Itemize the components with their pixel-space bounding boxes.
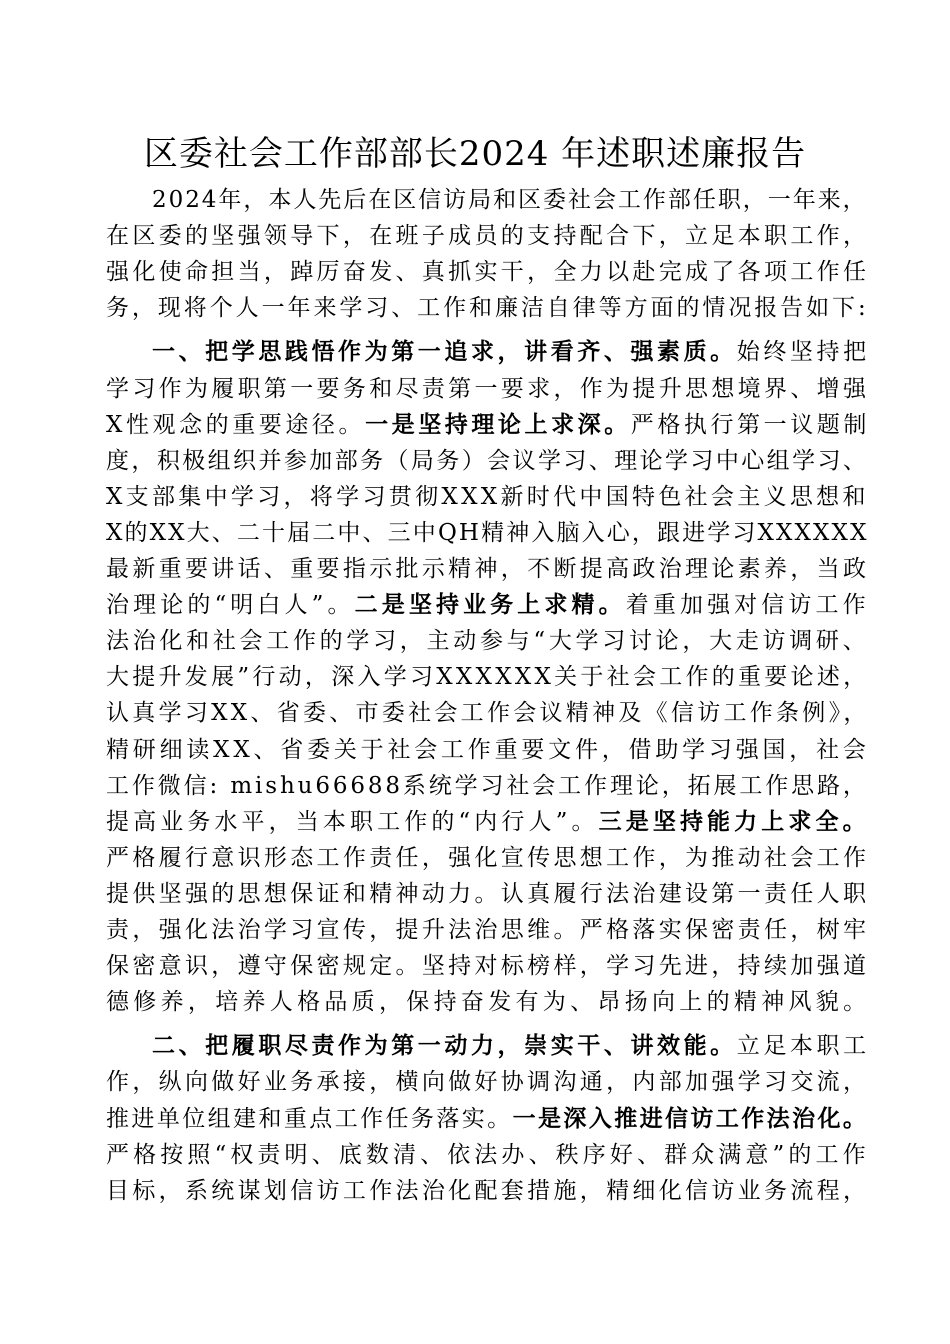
text-segment: 大提升发展”行动，深入学习XXXXXX关于社会工作的重要论述， [106, 664, 870, 691]
text-segment: 目标，系统谋划信访工作法治化配套措施，精细化信访业务流程， [106, 1177, 870, 1204]
paragraph-line [106, 515, 869, 551]
text-segment: 推进单位组建和重点工作任务落实。 [106, 1105, 513, 1132]
text-segment: 责，强化法治学习宣传，提升法治思维。严格落实保密责任，树牢 [106, 917, 870, 943]
text-segment: 作，纵向做好业务承接，横向做好协调沟通，内部加强学习交流， [106, 1069, 870, 1096]
paragraph-line [106, 218, 869, 254]
bold-text-segment: 一、把学思践悟作为第一追求，讲看齐、强素质。 [152, 338, 737, 366]
text-segment: 工作微信: mishu66688系统学习社会工作理论，拓展工作思路， [106, 772, 869, 799]
paragraph-line [106, 443, 868, 479]
text-segment: X的XX大、二十届二中、三中QH精神入脑入心，跟进学习XXXXXX [106, 519, 869, 546]
text-segment: 提供坚强的思想保证和精神动力。认真履行法治建设第一责任人职 [106, 880, 870, 907]
paragraph-line [106, 407, 870, 443]
text-segment: 严格执行第一议题制 [630, 411, 870, 438]
text-segment: 在区委的坚强领导下，在班子成员的支持配合下，立足本职工作， [106, 223, 870, 250]
text-segment: 着重加强对信访工作 [625, 592, 870, 619]
text-segment: 严格履行意识形态工作责任，强化宣传思想工作，为推动社会工作 [106, 844, 870, 871]
paragraph-line [106, 623, 869, 659]
paragraph-line [106, 876, 869, 912]
text-segment: 精研细读XX、省委关于社会工作重要文件，借助学习强国，社会 [106, 736, 870, 763]
bold-text-segment: 二是坚持业务上求精。 [354, 591, 626, 619]
text-segment: 务，现将个人一年来学习、工作和廉洁自律等方面的情况报告如下: [106, 295, 869, 322]
bold-text-segment: 一是坚持理论上求深。 [365, 410, 631, 438]
text-segment: 认真学习XX、省委、市委社会工作会议精神及《信访工作条例》， [106, 700, 870, 727]
paragraph-line [152, 1028, 870, 1064]
paragraph-line [106, 1101, 868, 1137]
text-segment: 度，积极组织并参加部务（局务）会议学习、理论学习中心组学习、 [106, 447, 869, 474]
text-segment: 德修养，培养人格品质，保持奋发有为、昂扬向上的精神风貌。 [106, 989, 871, 1016]
paragraph-line [106, 587, 870, 623]
paragraph-line [106, 290, 869, 326]
paragraph-line [106, 768, 869, 804]
text-segment: 严格按照“权责明、底数清、依法办、秩序好、群众满意”的工作 [106, 1141, 870, 1168]
paragraph-line [106, 840, 869, 876]
paragraph-line [152, 334, 870, 370]
paragraph-line [106, 659, 869, 695]
bold-text-segment: 二、把履职尽责作为第一动力，崇实干、讲效能。 [152, 1032, 737, 1060]
paragraph-line [106, 1137, 870, 1173]
text-segment: 始终坚持把 [736, 339, 870, 366]
paragraph-line [106, 804, 870, 840]
text-segment: 最新重要讲话、重要指示批示精神，不断提高政治理论素养，当政 [106, 556, 870, 582]
text-segment: 2024年，本人先后在区信访局和区委社会工作部任职，一年来， [152, 187, 868, 213]
text-segment: X性观念的重要途径。 [106, 411, 366, 438]
text-segment: 学习作为履职第一要务和尽责第一要求，作为提升思想境界、增强 [106, 375, 870, 402]
paragraph-line [106, 984, 870, 1020]
paragraph-line [152, 182, 868, 218]
bold-text-segment: 一是深入推进信访工作法治化。 [512, 1104, 869, 1132]
paragraph-line [106, 254, 869, 290]
paragraph-line [106, 1173, 869, 1209]
text-segment: 保密意识，遵守保密规定。坚持对标榜样，学习先进，持续加强道 [106, 953, 870, 980]
text-segment: 强化使命担当，踔厉奋发、真抓实干，全力以赴完成了各项工作任 [106, 259, 870, 286]
paragraph-line [106, 948, 869, 984]
text-segment: 提高业务水平，当本职工作的“内行人”。 [106, 808, 599, 835]
text-segment: X支部集中学习，将学习贯彻XXX新时代中国特色社会主义思想和 [106, 483, 869, 510]
paragraph-line [106, 695, 870, 731]
paragraph-line [106, 912, 869, 948]
text-segment: 法治化和社会工作的学习，主动参与“大学习讨论，大走访调研、 [106, 628, 870, 655]
paragraph-line [106, 551, 869, 587]
bold-text-segment: 三是坚持能力上求全。 [598, 807, 870, 835]
document-title: 区委社会工作部部长2024 年述职述廉报告 [143, 134, 807, 174]
text-segment: 治理论的“明白人”。 [106, 592, 355, 619]
paragraph-line [106, 371, 869, 407]
paragraph-line [106, 1064, 869, 1100]
paragraph-line [106, 479, 869, 515]
text-segment: 立足本职工 [736, 1033, 870, 1060]
paragraph-line [106, 732, 870, 768]
